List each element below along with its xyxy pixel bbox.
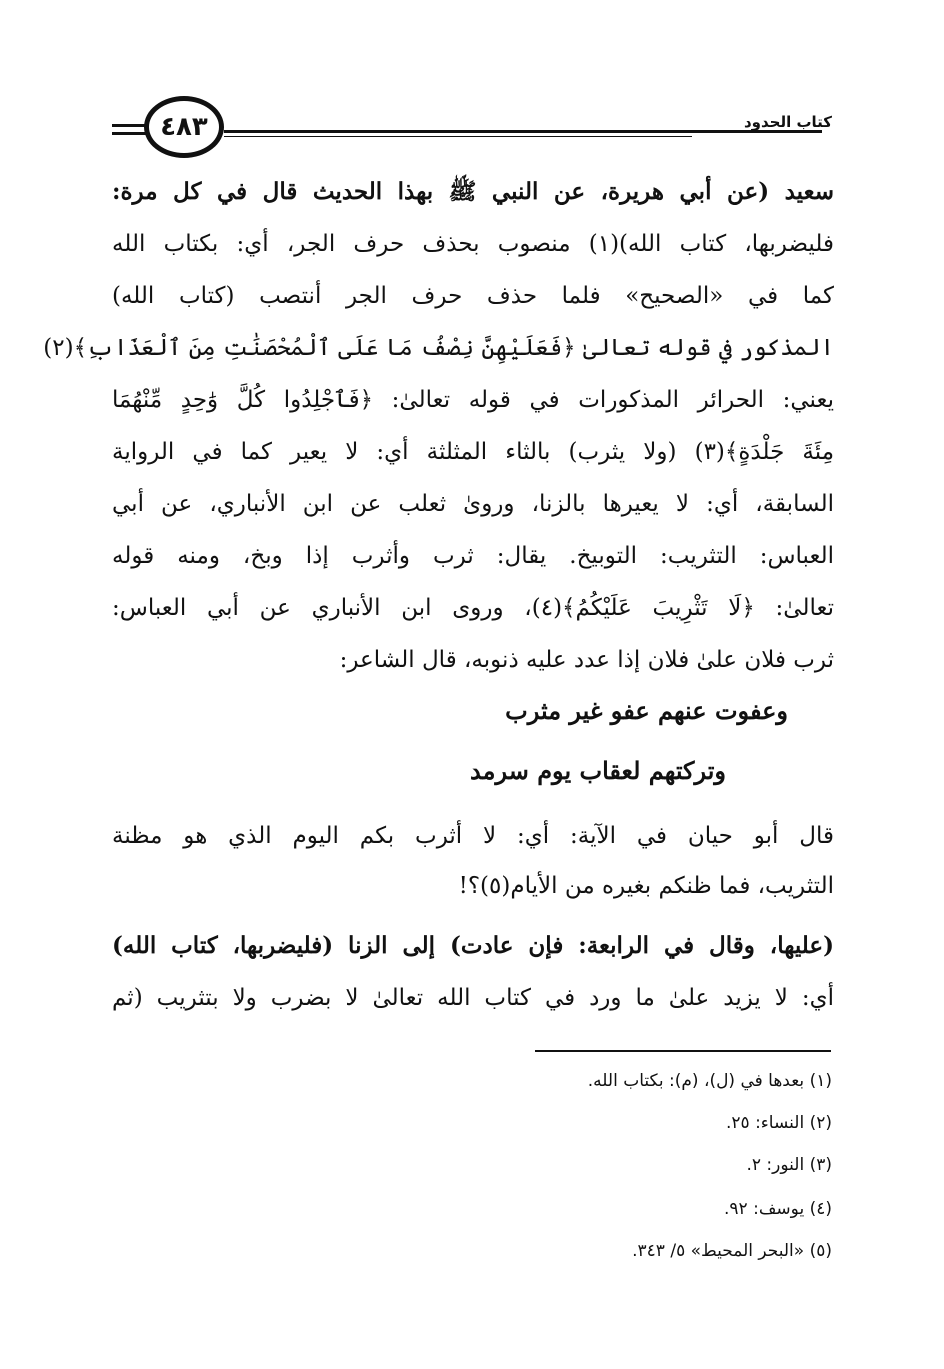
page-number: ٤٨٣ bbox=[144, 96, 224, 158]
body-line: أي: لا يزيد علىٰ ما ورد في كتاب الله تعالىٰ لا بضرب ولا بتثريب (ثم bbox=[112, 985, 834, 1011]
footnote: (٤) يوسف: ٩٢. bbox=[724, 1199, 832, 1219]
footnote: (٥) «البحر المحيط» ٥/ ٣٤٣. bbox=[632, 1241, 832, 1261]
body-line: قال أبو حيان في الآية: أي: لا أثرب بكم اليوم الذي هو مظنة bbox=[112, 823, 834, 849]
body-line: التثريب، فما ظنكم بغيره من الأيام(٥)؟! bbox=[458, 873, 834, 899]
body-line: يعني: الحرائر المذكورات في قوله تعالىٰ: ﴿فَٱجْلِدُوا كُلَّ وَٰحِدٍ مِّنْهُمَا bbox=[112, 387, 834, 413]
body-line: فليضربها، كتاب الله)(١) منصوب بحذف حرف الجر، أي: بكتاب الله bbox=[112, 231, 834, 257]
body-line: المذكور في قوله تعالىٰ ﴿فَعَلَيْهِنَّ نِصْفُ مَا عَلَى ٱلْمُحْصَنَٰتِ مِنَ ٱلْعَذَابِ﴾(٢) bbox=[43, 335, 834, 361]
verse-second-hemistich: وتركتهم لعقاب يوم سرمد bbox=[470, 756, 726, 785]
footnote: (٢) النساء: ٢٥. bbox=[726, 1113, 832, 1133]
body-line: العباس: التثريب: التوبيخ. يقال: ثرب وأثرب إذا وبخ، ومنه قوله bbox=[112, 543, 834, 569]
footnote: (١) بعدها في (ل)، (م): بكتاب الله. bbox=[587, 1071, 832, 1091]
body-line: سعيد (عن أبي هريرة، عن النبي ﷺ بهذا الحديث قال في كل مرة: bbox=[112, 178, 834, 205]
body-line: ثرب فلان علىٰ فلان إذا عدد عليه ذنوبه، قال الشاعر: bbox=[339, 647, 834, 673]
body-line: السابقة، أي: لا يعيرها بالزنا، وروىٰ ثعلب عن ابن الأنباري، عن أبي bbox=[112, 491, 834, 517]
body-line: مِئَةَ جَلْدَةٍ﴾(٣) (ولا يثرب) بالثاء المثلثة أي: لا يعير كما في الرواية bbox=[112, 439, 835, 465]
header-rule-left bbox=[112, 124, 148, 127]
body-line: كما في «الصحيح» فلما حذف حرف الجر أنتصب (كتاب الله) bbox=[112, 283, 834, 309]
header-rule-left-2 bbox=[112, 132, 148, 135]
header-rule-right-thin bbox=[224, 136, 692, 137]
chapter-title: كتاب الحدود bbox=[743, 113, 832, 131]
body-line: تعالىٰ: ﴿لَا تَثْرِيبَ عَلَيْكُمُ﴾(٤)، وروى ابن الأنباري عن أبي العباس: bbox=[112, 595, 834, 621]
body-line: (عليها، وقال في الرابعة: فإن عادت) إلى الزنا (فليضربها، كتاب الله) bbox=[112, 932, 834, 959]
verse-first-hemistich: وعفوت عنهم عفو غير مثرب bbox=[505, 696, 788, 725]
footnote: (٣) النور: ٢. bbox=[746, 1155, 832, 1175]
footnote-separator bbox=[535, 1050, 831, 1052]
